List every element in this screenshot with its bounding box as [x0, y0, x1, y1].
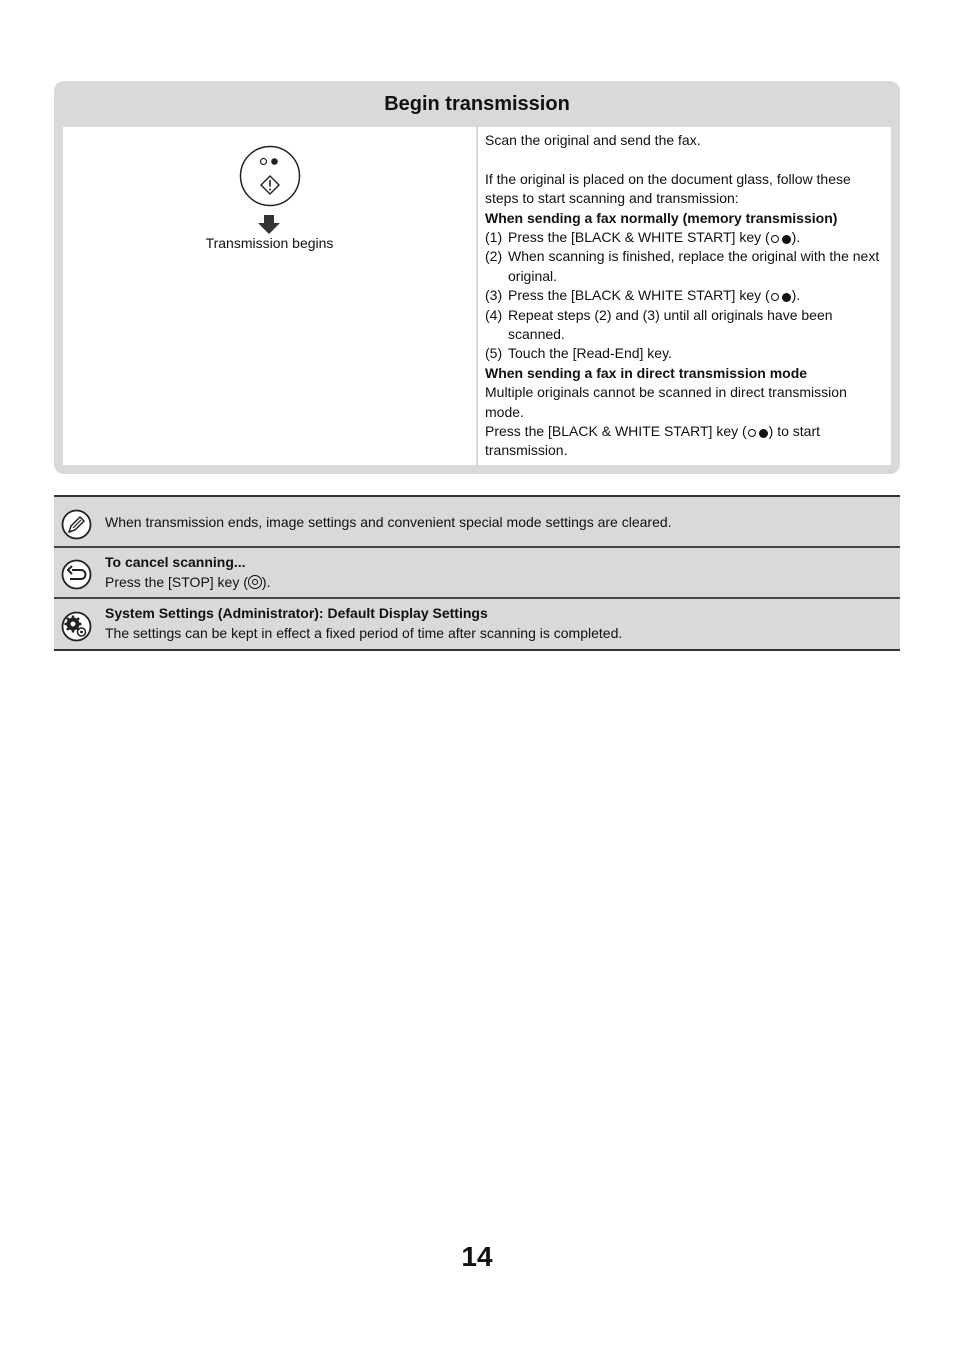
page-number: 14	[461, 1241, 493, 1272]
arrow-down-icon	[258, 215, 280, 235]
cancel-scanning-text: Press the [STOP] key ( ).	[105, 573, 271, 590]
step-1: (1) Press the [BLACK & WHITE START] key ( ).	[485, 229, 801, 246]
cancel-scanning-title: To cancel scanning...	[105, 554, 246, 570]
direct-transmission-text: Multiple originals cannot be scanned in direct transmission mode.	[485, 384, 847, 420]
system-settings-title: System Settings (Administrator): Default Display Settings	[105, 605, 488, 621]
glass-intro-text: If the original is placed on the document glass, follow these steps to start scanning and transmission:	[485, 170, 851, 207]
direct-transmission-heading: When sending a fax in direct transmission mode	[485, 364, 808, 381]
system-settings-text: The settings can be kept in effect a fixed period of time after scanning is completed.	[105, 624, 623, 641]
section-title: Begin transmission	[384, 93, 570, 115]
illustration-panel	[63, 127, 476, 465]
step-4: (4) Repeat steps (2) and (3) until all originals have been scanned.	[485, 306, 833, 343]
step-5: (5) Touch the [Read-End] key.	[485, 345, 672, 362]
note-transmission-end	[54, 497, 900, 546]
note-cancel-scanning	[54, 546, 900, 597]
begin-transmission-box	[54, 81, 900, 474]
memory-transmission-heading: When sending a fax normally (memory transmission)	[485, 209, 838, 226]
black-white-start-key-icon	[771, 293, 791, 302]
start-key-icon	[239, 145, 301, 207]
step-3: (3) Press the [BLACK & WHITE START] key ( ).	[485, 287, 801, 304]
stop-key-icon	[248, 575, 262, 589]
settings-gears-icon	[61, 611, 92, 642]
note-system-settings	[54, 597, 900, 649]
intro-text: Scan the original and send the fax.	[485, 132, 701, 148]
direct-press-text: Press the [BLACK & WHITE START] key ( ) to start transmission.	[485, 423, 821, 459]
notes-section	[54, 495, 900, 651]
black-white-start-key-icon	[771, 235, 791, 244]
pencil-note-icon	[61, 509, 92, 540]
transmission-begins-label: Transmission begins	[205, 235, 334, 251]
return-arrow-icon	[61, 559, 92, 590]
step-2: (2) When scanning is finished, replace the original with the next original.	[485, 248, 880, 284]
note-transmission-end-text: When transmission ends, image settings and convenient special mode settings are cleared.	[105, 514, 672, 530]
black-white-start-key-icon	[748, 429, 768, 438]
instructions-panel	[478, 127, 891, 465]
